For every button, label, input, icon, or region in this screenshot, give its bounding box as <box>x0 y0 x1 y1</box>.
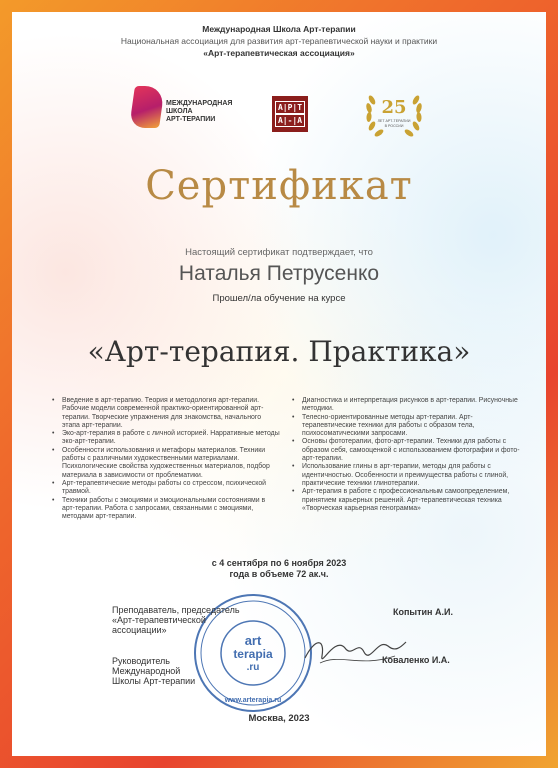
list-item: • Техники работы с эмоциями и эмоциональными состояниями в арт-терапии. Работа с запросами, связанными с эмоциями, методами арт-терапии. <box>62 497 280 522</box>
list-item: • Телесно-ориентированные методы арт-терапии. Арт-терапевтические техники для работы с образом тела, психосоматическими запросами. <box>302 414 522 439</box>
teacher-title: Преподаватель, председатель «Арт-терапевтической ассоциации» <box>112 605 240 635</box>
svg-text:.ru: .ru <box>246 662 260 673</box>
association-full-name: Национальная ассоциация для развития арт-терапевтической науки и практики <box>120 36 438 46</box>
confirmation-text: Настоящий сертификат подтверждает, что <box>185 247 373 258</box>
course-title: «Арт-терапия. Практика» <box>87 335 471 368</box>
head-title: Руководитель Международной Школы Арт-терапии <box>112 656 196 686</box>
svg-text:ЛЕТ АРТ-ТЕРАПИИ: ЛЕТ АРТ-ТЕРАПИИ <box>377 119 411 123</box>
list-item: • Введение в арт-терапию. Теория и методология арт-терапии. Рабочие модели современной практико-ориентированной арт-терапии. Творческие упражнения для знакомства, начального этапа арт-терапии. <box>62 397 280 430</box>
city-year: Москва, 2023 <box>248 713 310 724</box>
head-name: Коваленко И.А. <box>382 655 450 665</box>
list-item: • Арт-терапевтические методы работы со стрессом, психической травмой. <box>62 480 280 497</box>
list-item: • Основы фототерапии, фото-арт-терапии. Техники для работы с образом себя, самооценкой с использованием фотографии и фото-арт-терапии. <box>302 438 522 463</box>
list-item: • Эко-арт-терапия в работе с личной историей. Нарративные методы эко-арт-терапии. <box>62 430 280 447</box>
topics-list-left <box>46 397 280 521</box>
association-short-name: «Арт-терапевтическая ассоциация» <box>203 48 355 58</box>
school-logo-mark-icon <box>129 86 165 128</box>
svg-text:В РОССИИ: В РОССИИ <box>384 124 404 128</box>
list-item: • Арт-терапия в работе с профессиональным самоопределением, принятием карьерных решений. Арт-терапевтическая техника «Творческая карьерная генограмма» <box>302 488 522 513</box>
list-item: • Диагностика и интерпретация рисунков в арт-терапии. Рисуночные методики. <box>302 397 522 414</box>
association-logo: А|Р|Т А|-|А <box>272 96 308 132</box>
svg-text:art: art <box>244 633 262 648</box>
handwritten-signature <box>300 618 410 678</box>
school-name: Международная Школа Арт-терапии <box>202 24 356 34</box>
svg-text:25: 25 <box>381 97 407 118</box>
list-item: • Особенности использования и метафоры материалов. Техники работы с различными художественными материалами. Психологические свойства художественных материалов, подбор материала в зависимости от проблематики. <box>62 447 280 480</box>
completion-text: Прошел/ла обучение на курсе <box>212 293 346 304</box>
list-item: • Использование глины в арт-терапии, методы для работы с идентичностью. Особенности и преимущества работы с глиной, практические техники глинотерапии. <box>302 463 522 488</box>
course-period: с 4 сентября по 6 ноября 2023 года в объеме 72 ак.ч. <box>211 558 347 579</box>
svg-text:terapia: terapia <box>233 647 273 661</box>
certificate-title: Сертификат <box>145 163 413 209</box>
svg-text:www.arterapia.ru: www.arterapia.ru <box>224 697 282 704</box>
recipient-name: Наталья Петрусенко <box>178 262 380 285</box>
anniversary-laurel-logo <box>362 86 426 142</box>
school-logo: МЕЖДУНАРОДНАЯ ШКОЛА АРТ-ТЕРАПИИ <box>130 82 240 134</box>
topics-list-right <box>286 397 522 513</box>
teacher-name: Копытин А.И. <box>393 607 453 617</box>
